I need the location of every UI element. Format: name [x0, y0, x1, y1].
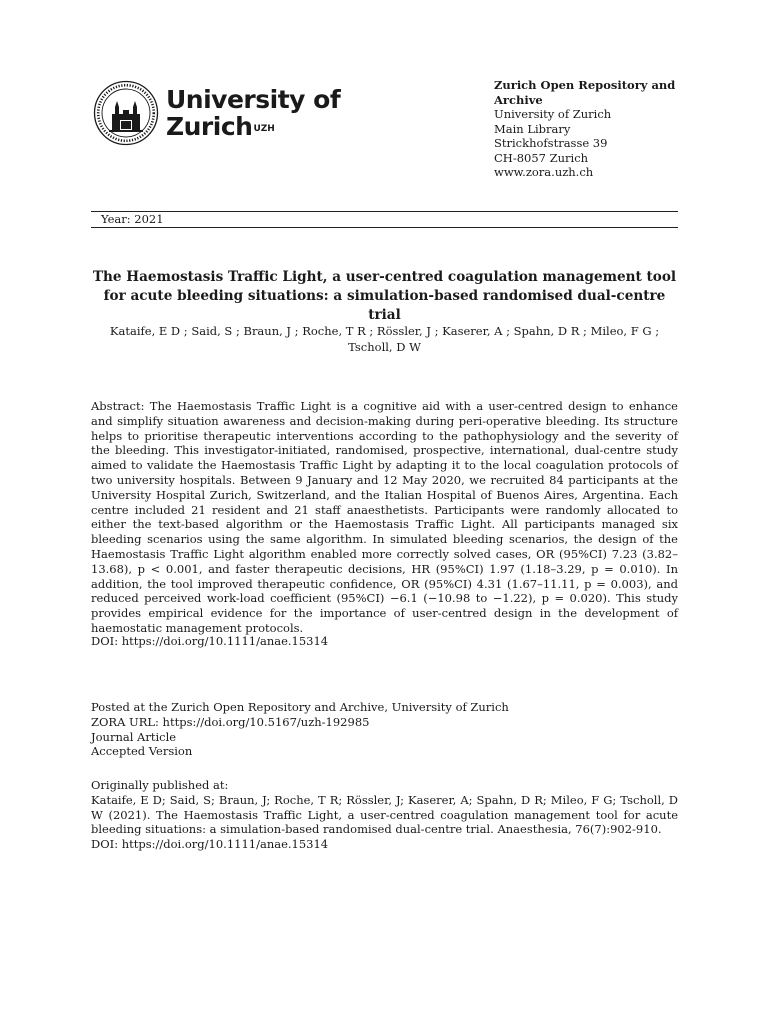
repository-address: [494, 78, 675, 180]
author-list: Kataife, E D ; Said, S ; Braun, J ; Roche, T R ; Rössler, J ; Kaserer, A ; Spahn, D R ; Mileo, F G ; Tscholl, D W: [109, 324, 660, 354]
university-wordmark: [166, 86, 340, 140]
bottom-rule: [91, 227, 678, 228]
logo-superscript: UZH: [253, 124, 275, 134]
posted-line: Journal Article: [91, 729, 177, 744]
repository-website: www.zora.uzh.ch: [494, 165, 594, 179]
logo-line-1: University of: [166, 85, 341, 114]
top-rule: [91, 211, 678, 212]
citation: Kataife, E D; Said, S; Braun, J; Roche, T R; Rössler, J; Kaserer, A; Spahn, D R; Mileo, F G; Tscholl, D W (2021). The Haemostasis Traffic Light, a user-centred coagulation management tool for acute bleeding situations: a simulation-based randomised dual-centre trial. Anaesthesia, 76(7):902-910.: [91, 792, 678, 837]
originally-published: [91, 778, 678, 852]
repository-name-line-2: Archive: [494, 92, 543, 107]
address-line: Strickhofstrasse 39: [494, 136, 608, 150]
citation-doi-link[interactable]: DOI: https://doi.org/10.1111/anae.15314: [91, 837, 329, 852]
university-seal-icon: [93, 80, 159, 146]
repository-name-line-1: Zurich Open Repository and: [494, 78, 676, 92]
zora-url-link[interactable]: ZORA URL: https://doi.org/10.5167/uzh-192985: [91, 714, 370, 729]
address-line: Main Library: [494, 121, 571, 136]
originally-published-heading: Originally published at:: [91, 778, 229, 792]
posted-info: [91, 700, 509, 759]
doi-link[interactable]: DOI: https://doi.org/10.1111/anae.15314: [91, 634, 329, 648]
logo-line-2: Zurich: [166, 112, 253, 141]
posted-line: Accepted Version: [91, 744, 193, 759]
university-logo: [93, 80, 341, 150]
year-label: Year: 2021: [101, 212, 164, 226]
address-line: CH-8057 Zurich: [494, 150, 589, 165]
paper-title: The Haemostasis Traffic Light, a user-centred coagulation management tool for acute bleeding situations: a simulation-based randomised dual-centre trial: [92, 269, 677, 323]
abstract: Abstract: The Haemostasis Traffic Light is a cognitive aid with a user-centred design to enhance and simplify situation awareness and decision-making during peri-operative bleeding. Its structure helps to prioritise therapeutic interventions according to the pathophysiology and the severity of the bleeding. This investigator-initiated, randomised, prospective, international, dual-centre study aimed to validate the Haemostasis Traffic Light by adapting it to the local coagulation protocols of two university hospitals. Between 9 January and 12 May 2020, we recruited 84 participants at the University Hospital Zurich, Switzerland, and the Italian Hospital of Buenos Aires, Argentina. Each centre included 21 resident and 21 staff anaesthetists. Participants were randomly allocated to either the text-based algorithm or the Haemostasis Traffic Light. All participants managed six bleeding scenarios using the same algorithm. In simulated bleeding scenarios, the design of the Haemostasis Traffic Light algorithm enabled more correctly solved cases, OR (95%CI) 7.23 (3.82–13.68), p < 0.001, and faster therapeutic decisions, HR (95%CI) 1.97 (1.18–3.29, p = 0.010). In addition, the tool improved therapeutic confidence, OR (95%CI) 4.31 (1.67–11.11, p = 0.003), and reduced perceived work-load coefficient (95%CI) −6.1 (−10.98 to −1.22), p = 0.020). This study provides empirical evidence for the importance of user-centred design in the development of haemostatic management protocols.: [91, 399, 678, 635]
address-line: University of Zurich: [494, 107, 612, 121]
posted-line: Posted at the Zurich Open Repository and Archive, University of Zurich: [91, 700, 509, 714]
